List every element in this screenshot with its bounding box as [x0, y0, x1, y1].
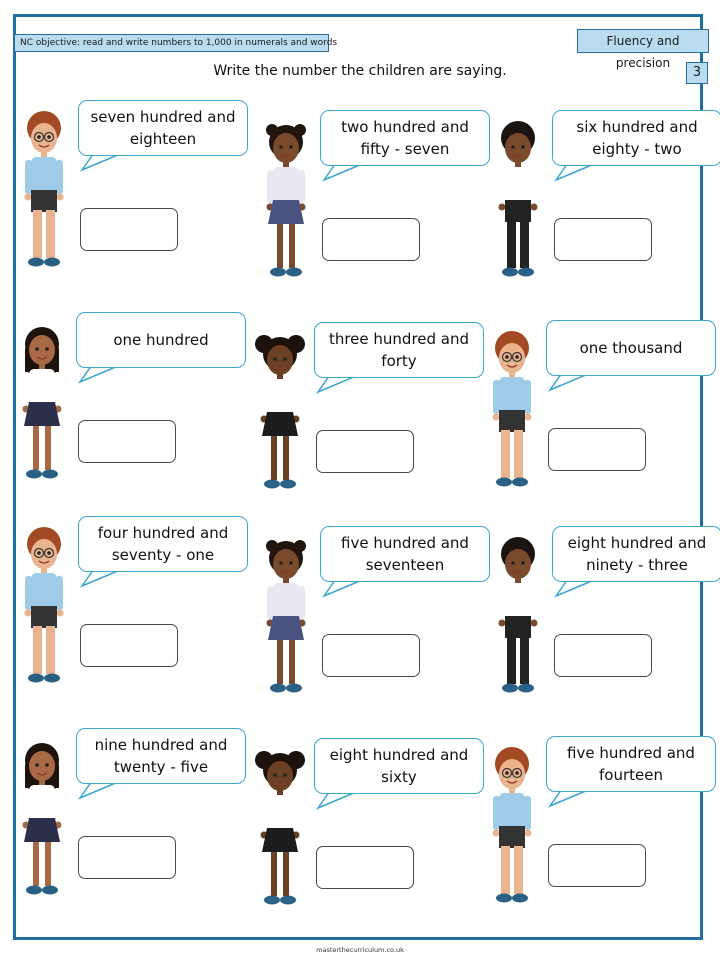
speech-bubble — [76, 728, 246, 784]
answer-box[interactable] — [80, 208, 178, 251]
child-item — [14, 728, 254, 928]
number-words-line1: four hundred and — [97, 524, 229, 542]
number-words-line1: seven hundred and — [90, 108, 236, 126]
number-words — [341, 532, 469, 576]
child-item — [484, 736, 720, 936]
boy-dark-hair-icon — [490, 536, 546, 706]
number-words-line1: one hundred — [113, 331, 209, 349]
speech-bubble — [546, 320, 716, 376]
boy-glasses-icon — [484, 330, 540, 500]
number-words — [568, 532, 707, 576]
child-item — [16, 100, 256, 300]
number-words-line2: ninety - three — [586, 556, 688, 574]
answer-box[interactable] — [78, 836, 176, 879]
number-words-line2: seventeen — [365, 556, 445, 574]
answer-box[interactable] — [322, 634, 420, 677]
number-words-line1: two hundred and — [341, 118, 469, 136]
nc-objective-label: NC objective: read and write numbers to 1,000 in numerals and words — [14, 34, 329, 52]
number-words — [580, 337, 683, 359]
number-words-line1: nine hundred and — [94, 736, 228, 754]
answer-box[interactable] — [548, 844, 646, 887]
number-words — [113, 329, 208, 351]
number-words — [576, 116, 697, 160]
number-words-line2: seventy - one — [111, 546, 215, 564]
speech-bubble — [552, 526, 720, 582]
number-words-line1: one thousand — [579, 339, 683, 357]
girl-long-hair-icon — [14, 322, 70, 492]
child-item — [258, 110, 498, 310]
boy-glasses-icon — [16, 526, 72, 696]
number-words-line2: twenty - five — [113, 758, 209, 776]
number-words-line1: eight hundred and — [329, 746, 469, 764]
girl-long-hair-icon — [14, 738, 70, 908]
girl-bunches-icon — [258, 120, 314, 290]
answer-box[interactable] — [316, 846, 414, 889]
number-words-line2: eighteen — [129, 130, 197, 148]
boy-dark-hair-icon — [490, 120, 546, 290]
number-words — [567, 742, 695, 786]
number-words — [341, 116, 469, 160]
answer-box[interactable] — [322, 218, 420, 261]
footer-url: masterthecurriculum.co.uk — [316, 946, 404, 954]
boy-glasses-icon — [16, 110, 72, 280]
answer-box[interactable] — [554, 634, 652, 677]
number-words-line2: sixty — [381, 768, 417, 786]
number-words-line1: three hundred and — [328, 330, 470, 348]
speech-bubble — [320, 110, 490, 166]
number-words-line1: five hundred and — [567, 744, 695, 762]
number-words — [98, 522, 229, 566]
child-item — [252, 738, 492, 938]
speech-bubble — [76, 312, 246, 368]
speech-bubble — [78, 516, 248, 572]
speech-bubble — [314, 322, 484, 378]
child-item — [14, 312, 254, 512]
girl-puffs-icon — [252, 332, 308, 502]
number-words-line2: forty — [381, 352, 417, 370]
number-words-line1: eight hundred and — [567, 534, 707, 552]
speech-bubble — [552, 110, 720, 166]
number-words-line2: fifty - seven — [360, 140, 450, 158]
instruction-text: Write the number the children are saying. — [213, 63, 507, 79]
speech-bubble — [320, 526, 490, 582]
number-words-line2: fourteen — [599, 766, 663, 784]
girl-bunches-icon — [258, 536, 314, 706]
child-item — [258, 526, 498, 726]
child-item — [490, 110, 720, 310]
number-words — [90, 106, 235, 150]
number-words — [95, 734, 228, 778]
fluency-precision-label: Fluency and precision — [577, 29, 709, 53]
number-words-line1: five hundred and — [341, 534, 469, 552]
number-words-line1: six hundred and — [576, 118, 698, 136]
answer-box[interactable] — [554, 218, 652, 261]
child-item — [252, 322, 492, 522]
speech-bubble — [546, 736, 716, 792]
answer-box[interactable] — [316, 430, 414, 473]
number-words — [330, 744, 469, 788]
boy-glasses-icon — [484, 746, 540, 916]
number-words — [329, 328, 469, 372]
answer-box[interactable] — [80, 624, 178, 667]
answer-box[interactable] — [548, 428, 646, 471]
child-item — [16, 516, 256, 716]
number-words-line2: eighty - two — [592, 140, 682, 158]
girl-puffs-icon — [252, 748, 308, 918]
child-item — [484, 320, 720, 520]
page-number: 3 — [686, 62, 708, 84]
child-item — [490, 526, 720, 726]
answer-box[interactable] — [78, 420, 176, 463]
speech-bubble — [314, 738, 484, 794]
speech-bubble — [78, 100, 248, 156]
